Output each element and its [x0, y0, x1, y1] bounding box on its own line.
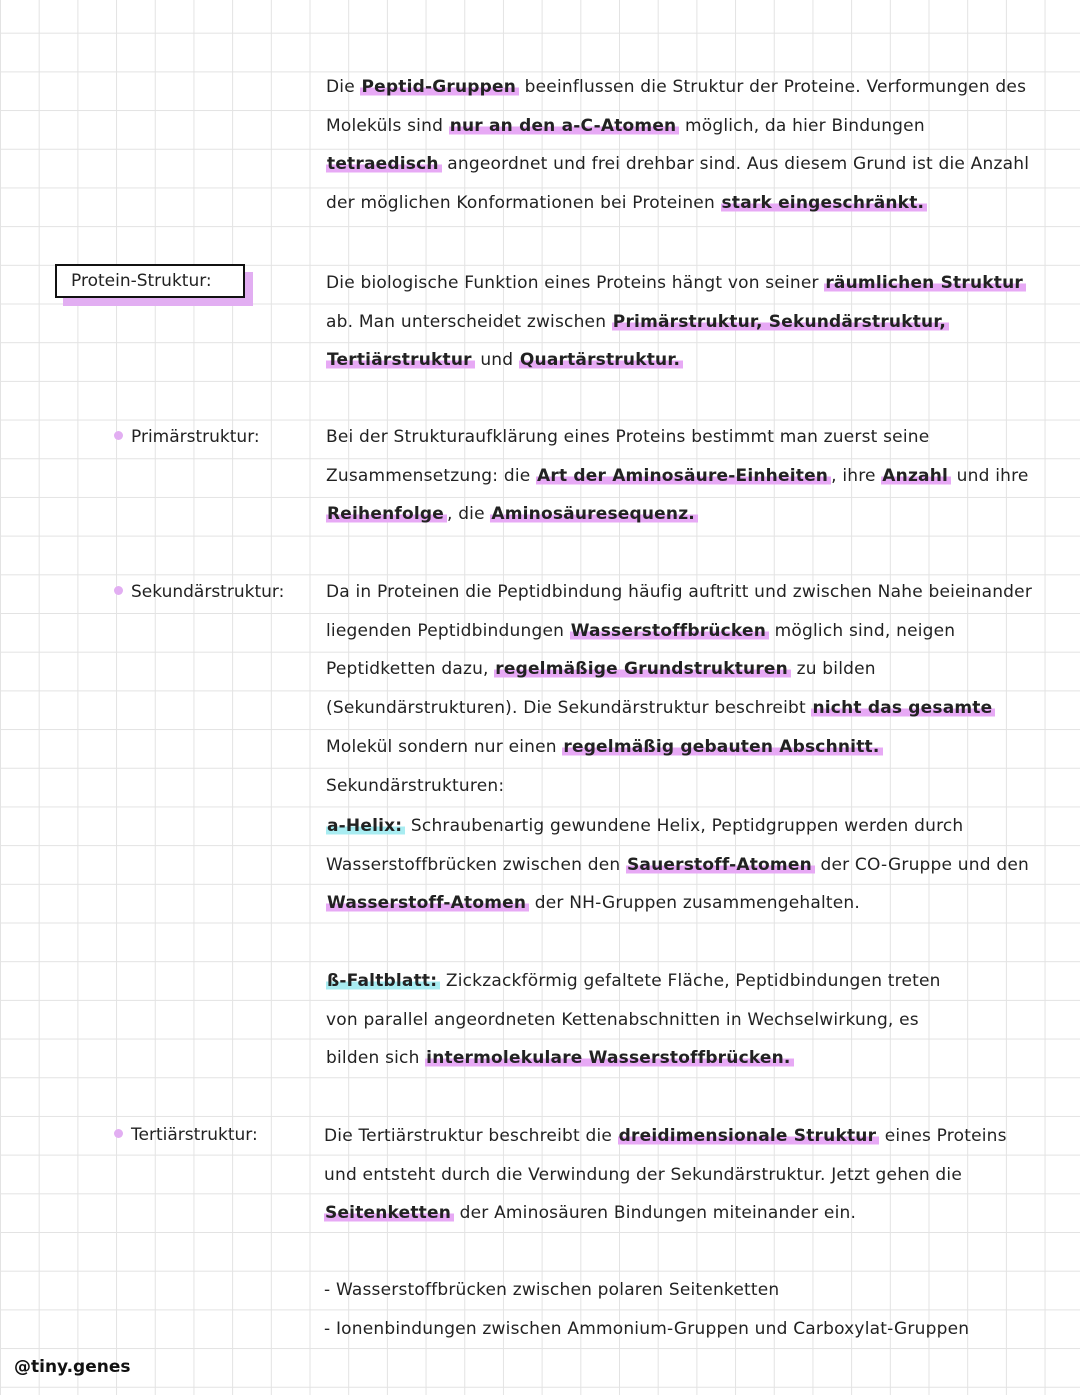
bullet-icon — [114, 431, 123, 440]
label-primaerstruktur: Primärstruktur: — [114, 427, 260, 447]
author-handle: @tiny.genes — [14, 1357, 131, 1377]
highlight: nicht das gesamte — [811, 698, 995, 718]
highlight: Seitenketten — [324, 1203, 454, 1223]
protein-paragraph: Die biologische Funktion eines Proteins hängt von seiner räumlichen Struktur ab. Man unterscheidet zwischen Primärstruktur, Sekundärstruktur, Tertiärstruktur und Quartärstruktur. — [326, 264, 1046, 380]
highlight: regelmäßig gebauten Abschnitt. — [562, 737, 882, 757]
bullet-icon — [114, 1129, 123, 1138]
highlight: tetraedisch — [326, 154, 442, 174]
highlight: dreidimensionale Struktur — [618, 1126, 880, 1146]
highlight: Peptid-Gruppen — [360, 77, 519, 97]
intro-paragraph: Die Peptid-Gruppen beeinflussen die Struktur der Proteine. Verformungen des Moleküls sind nur an den a-C-Atomen möglich, da hier Bindungen tetraedisch angeordnet und frei drehbar sind. Aus diesem Grund ist die Anzahl der möglichen Konformationen bei Proteinen stark eingeschränkt. — [326, 77, 1030, 214]
tertiary-paragraph: Die Tertiärstruktur beschreibt die dreidimensionale Struktur eines Proteins und entsteht durch die Verwindung der Sekundärstruktur. Jetzt gehen die Seitenketten der Aminosäuren Bindungen miteinander ein. — [324, 1126, 1007, 1224]
section-title-protein-struktur: Protein-Struktur: — [55, 264, 245, 298]
secondary-paragraph: Da in Proteinen die Peptidbindung häufig auftritt und zwischen Nahe beieinander liegenden Peptidbindungen Wasserstoffbrücken möglich sind, neigen Peptidketten dazu, regelmäßige Grundstrukturen zu bilden (Sekundärstrukturen). Die Sekundärstruktur beschreibt nicht das gesamte Molekül sondern nur einen regelmäßig gebauten Abschnitt. Sekundärstrukturen: — [326, 582, 1033, 796]
highlight: Primärstruktur, Sekundärstruktur, — [612, 312, 949, 332]
highlight: stark eingeschränkt. — [721, 193, 928, 213]
highlight: nur an den a-C-Atomen — [449, 116, 680, 136]
label-tertiaerstruktur: Tertiärstruktur: — [114, 1125, 258, 1145]
highlight-cyan: a-Helix: — [326, 816, 405, 836]
highlight-cyan: ß-Faltblatt: — [326, 971, 440, 991]
highlight: Tertiärstruktur — [326, 350, 475, 370]
label-sekundaerstruktur: Sekundärstruktur: — [114, 582, 284, 602]
helix-paragraph: a-Helix: Schraubenartig gewundene Helix, Peptidgruppen werden durch Wasserstoffbrücken zwischen den Sauerstoff-Atomen der CO-Gruppe und den Wasserstoff-Atomen der NH-Gruppen zusammengehalten. — [326, 816, 1029, 914]
highlight: räumlichen Struktur — [824, 273, 1026, 293]
highlight: Reihenfolge — [326, 504, 447, 524]
highlight: Anzahl — [881, 466, 951, 486]
highlight: Aminosäuresequenz. — [490, 504, 698, 524]
highlight: Quartärstruktur. — [519, 350, 683, 370]
primary-paragraph: Bei der Strukturaufklärung eines Proteins bestimmt man zuerst seine Zusammensetzung: die Art der Aminosäure-Einheiten , ihre Anzahl und ihre Reihenfolge , die Aminosäuresequenz. — [326, 427, 1029, 525]
tertiary-list — [324, 1271, 1044, 1348]
list-item: - Wasserstoffbrücken zwischen polaren Seitenketten — [324, 1280, 780, 1300]
highlight: Wasserstoff-Atomen — [326, 893, 529, 913]
highlight: regelmäßige Grundstrukturen — [494, 659, 791, 679]
highlight: Wasserstoffbrücken — [570, 621, 769, 641]
highlight: intermolekulare Wasserstoffbrücken. — [425, 1048, 793, 1068]
list-item: - Ionenbindungen zwischen Ammonium-Gruppen und Carboxylat-Gruppen — [324, 1318, 970, 1339]
highlight: Sauerstoff-Atomen — [626, 855, 815, 875]
sheet-paragraph: ß-Faltblatt: Zickzackförmig gefaltete Fläche, Peptidbindungen treten von parallel angeordneten Kettenabschnitten in Wechselwirkung, es bilden sich intermolekulare Wasserstoffbrücken. — [326, 971, 941, 1069]
bullet-icon — [114, 586, 123, 595]
highlight: Art der Aminosäure-Einheiten — [536, 466, 831, 486]
